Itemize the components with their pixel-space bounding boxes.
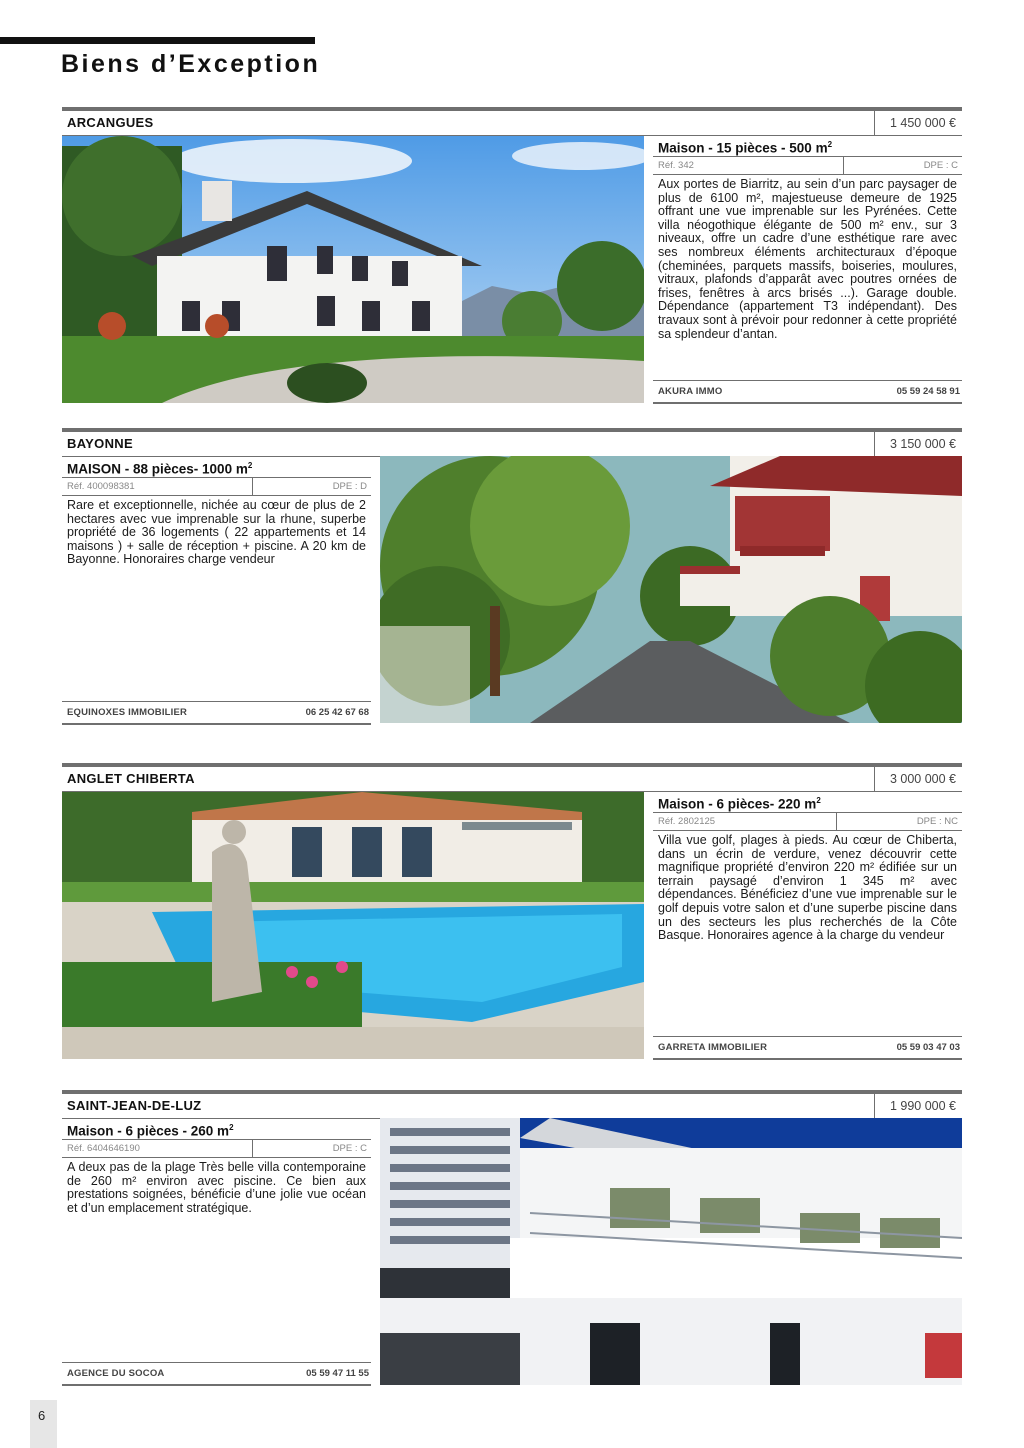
agency-name: AKURA IMMO <box>658 386 723 397</box>
listing-ref-row <box>62 478 371 495</box>
listing-type: MAISON - 88 pièces- 1000 $m^2$ <box>62 455 371 478</box>
listing-photo-bayonne <box>380 456 962 723</box>
listing-price: 3 150 000 € <box>874 432 962 456</box>
agency-phone: 06 25 42 67 68 <box>305 707 369 718</box>
listing-header <box>62 107 962 136</box>
listing-photo-anglet-chiberta <box>62 792 644 1059</box>
listing-dpe: DPE : C <box>843 157 958 174</box>
listing-info-arcangues <box>653 134 962 341</box>
listing-description: Rare et exceptionnelle, nichée au cœur de plus de 2 hectares avec vue imprenable sur la rhune, superbe propriété de 36 logements ( 22 appartements et 14 maisons ) + salle de réception + piscine. A 20 km de Bayonne. Honoraires charge vendeur <box>62 495 371 567</box>
listing-arcangues <box>62 107 962 136</box>
listing-info-bayonne <box>62 455 371 567</box>
listing-ref-row <box>62 1140 371 1157</box>
listing-header <box>62 428 962 457</box>
listing-bayonne <box>62 428 962 457</box>
agency-name: EQUINOXES IMMOBILIER <box>67 707 188 718</box>
listing-photo-arcangues <box>62 136 644 403</box>
listing-price: 3 000 000 € <box>874 767 962 791</box>
listing-ref-row <box>653 813 962 830</box>
listing-ref: Réf. 400098381 <box>67 481 135 492</box>
listing-anglet-chiberta <box>62 763 962 792</box>
listing-agency-row <box>653 1036 962 1060</box>
listing-photo-saint-jean-de-luz <box>380 1118 962 1385</box>
listing-city: BAYONNE <box>67 436 133 451</box>
listing-dpe: DPE : C <box>252 1140 367 1157</box>
listing-ref: Réf. 6404646190 <box>67 1143 140 1154</box>
listing-type: Maison - 6 pièces- 220 $m^2$ <box>653 790 962 813</box>
agency-phone: 05 59 03 47 03 <box>896 1042 960 1053</box>
listing-type: Maison - 15 pièces - 500 $m^2$ <box>653 134 962 157</box>
listing-city: ARCANGUES <box>67 115 154 130</box>
agency-name: GARRETA IMMOBILIER <box>658 1042 768 1053</box>
listing-agency-row <box>62 1362 371 1386</box>
listing-description: Villa vue golf, plages à pieds. Au cœur de Chiberta, dans un écrin de verdure, venez découvrir cette magnifique propriété d’environ 220 m² édifiée sur un terrain paysagé d’environ 1 345 m² avec dépendances. Bénéficiez d’une vue imprenable sur le golf depuis votre salon et d’une superbe piscine dans un des secteurs les plus recherchés de la Côte Basque. Honoraires agence à la charge du vendeur <box>653 830 962 943</box>
page-number: 6 <box>38 1408 46 1423</box>
listing-info-saint-jean-de-luz <box>62 1117 371 1215</box>
listing-header <box>62 1090 962 1119</box>
listing-price: 1 450 000 € <box>874 111 962 135</box>
listing-ref: Réf. 342 <box>658 160 694 171</box>
listing-ref-row <box>653 157 962 174</box>
listing-description: Aux portes de Biarritz, au sein d’un parc paysager de plus de 6100 m², majestueuse demeure de 1925 offrant une vue imprenable sur les Pyrénées. Cette villa néogothique élégante de 500 m² env., sur 3 niveaux, offre un cadre d’une esthétique rare avec ses nombreux éléments architecturaux d’époque (cheminées, parquets massifs, boiseries, moulures, vitraux, plafonds d’apparât avec poutres ornées de frises, fenêtres à arcs brisés ...). Garage double. Dépendance (appartement T3 indépendant). Des travaux sont à prévoir pour redonner à cette propriété sa splendeur d’antan. <box>653 174 962 341</box>
listing-city: SAINT-JEAN-DE-LUZ <box>67 1098 202 1113</box>
page-heading: Biens d’Exception <box>61 50 321 78</box>
listing-type: Maison - 6 pièces - 260 $m^2$ <box>62 1117 371 1140</box>
top-accent-bar <box>0 37 315 44</box>
listing-agency-row <box>62 701 371 725</box>
agency-name: AGENCE DU SOCOA <box>67 1368 165 1379</box>
listing-saint-jean-de-luz <box>62 1090 962 1119</box>
listing-dpe: DPE : NC <box>836 813 958 830</box>
agency-phone: 05 59 24 58 91 <box>896 386 960 397</box>
listing-price: 1 990 000 € <box>874 1094 962 1118</box>
listing-description: A deux pas de la plage Très belle villa contemporaine de 260 m² environ avec piscine. Ce bien aux prestations soignées, bénéficie d’une jolie vue océan et d’un emplacement stratégique. <box>62 1157 371 1215</box>
listing-ref: Réf. 2802125 <box>658 816 716 827</box>
listing-agency-row <box>653 380 962 404</box>
listing-dpe: DPE : D <box>252 478 367 495</box>
listing-city: ANGLET CHIBERTA <box>67 771 195 786</box>
agency-phone: 05 59 47 11 55 <box>306 1368 369 1379</box>
listing-info-anglet-chiberta <box>653 790 962 943</box>
listing-header <box>62 763 962 792</box>
